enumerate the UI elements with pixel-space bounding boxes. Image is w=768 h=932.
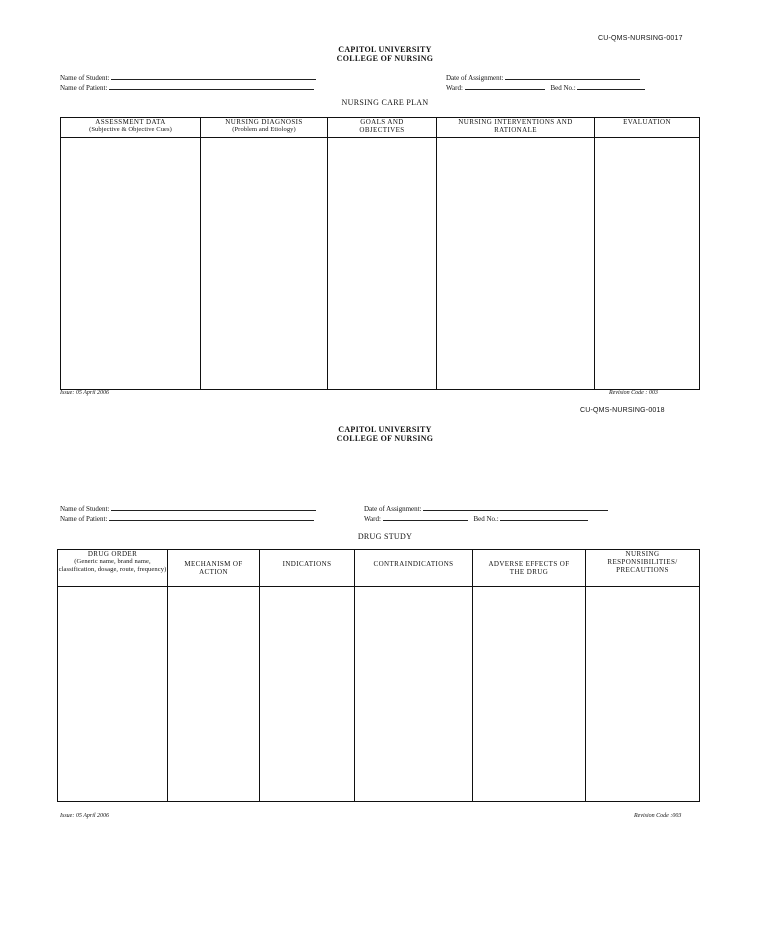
- ward-input-line-2[interactable]: [383, 513, 468, 521]
- date-input-line-2[interactable]: [423, 503, 608, 511]
- col-evaluation: EVALUATION: [595, 118, 700, 138]
- care-plan-table: [60, 117, 700, 390]
- issue-date: Issue: 05 April 2006: [60, 390, 110, 396]
- student-field-2: [60, 503, 316, 513]
- col-indications: INDICATIONS: [260, 550, 355, 587]
- cell-drug-order[interactable]: [58, 587, 168, 802]
- table-row: [58, 587, 700, 802]
- issue-date-2: Issue: 05 April 2006: [60, 813, 110, 819]
- col-adverse-effects: ADVERSE EFFECTS OF THE DRUG: [473, 550, 586, 587]
- student-label-2: Name of Student:: [60, 505, 110, 513]
- cell-mechanism[interactable]: [168, 587, 260, 802]
- ward-input-line[interactable]: [465, 82, 545, 90]
- date-field-2: [364, 503, 608, 513]
- college-name-2: COLLEGE OF NURSING: [336, 434, 434, 443]
- revision-code-2: Revision Code :003: [634, 813, 682, 819]
- form-code: CU-QMS-NURSING-0017: [598, 35, 683, 42]
- ward-bed-field: [446, 82, 645, 92]
- patient-label: Name of Patient:: [60, 84, 108, 92]
- cell-diagnosis[interactable]: [201, 138, 328, 390]
- student-field: [60, 72, 316, 82]
- col-nursing-diagnosis: NURSING DIAGNOSIS (Problem and Etiology): [201, 118, 328, 138]
- college-name: COLLEGE OF NURSING: [336, 54, 434, 63]
- patient-field-2: [60, 513, 314, 523]
- student-input-line[interactable]: [111, 72, 316, 80]
- form-title: NURSING CARE PLAN: [341, 98, 429, 107]
- table-row: [61, 138, 700, 390]
- table-header-row-2: [58, 550, 700, 587]
- drug-study-table: [57, 549, 700, 802]
- cell-interventions[interactable]: [437, 138, 595, 390]
- col-drug-order: DRUG ORDER (Generic name, brand name, classification, dosage, route, frequency): [58, 550, 168, 587]
- bed-label-2: Bed No.:: [473, 515, 499, 523]
- form-code-2: CU-QMS-NURSING-0018: [580, 407, 665, 414]
- bed-input-line-2[interactable]: [500, 513, 588, 521]
- ward-label: Ward:: [446, 84, 463, 92]
- date-label-2: Date of Assignment:: [364, 505, 422, 513]
- university-name: CAPITOL UNIVERSITY: [338, 45, 432, 54]
- cell-assessment[interactable]: [61, 138, 201, 390]
- date-label: Date of Assignment:: [446, 74, 504, 82]
- col-mechanism-of-action: MECHANISM OF ACTION: [168, 550, 260, 587]
- bed-input-line[interactable]: [577, 82, 645, 90]
- col-nursing-responsibilities: NURSING RESPONSIBILITIES/ PRECAUTIONS: [586, 550, 700, 587]
- patient-label-2: Name of Patient:: [60, 515, 108, 523]
- col-goals-objectives: GOALS AND OBJECTIVES: [328, 118, 437, 138]
- student-input-line-2[interactable]: [111, 503, 316, 511]
- patient-input-line-2[interactable]: [109, 513, 314, 521]
- page-header: [285, 45, 485, 63]
- col-assessment-data: ASSESSMENT DATA (Subjective & Objective Cues): [61, 118, 201, 138]
- page-header-2: [285, 425, 485, 443]
- cell-adverse-effects[interactable]: [473, 587, 586, 802]
- form-title-2: DRUG STUDY: [357, 532, 413, 541]
- revision-code: Revision Code : 003: [609, 390, 658, 396]
- bed-label: Bed No.:: [550, 84, 576, 92]
- cell-indications[interactable]: [260, 587, 355, 802]
- col-interventions-rationale: NURSING INTERVENTIONS AND RATIONALE: [437, 118, 595, 138]
- cell-contraindications[interactable]: [355, 587, 473, 802]
- patient-input-line[interactable]: [109, 82, 314, 90]
- cell-responsibilities[interactable]: [586, 587, 700, 802]
- cell-evaluation[interactable]: [595, 138, 700, 390]
- date-field: [446, 72, 640, 82]
- student-label: Name of Student:: [60, 74, 110, 82]
- col-contraindications: CONTRAINDICATIONS: [355, 550, 473, 587]
- date-input-line[interactable]: [505, 72, 640, 80]
- patient-field: [60, 82, 314, 92]
- ward-label-2: Ward:: [364, 515, 381, 523]
- cell-goals[interactable]: [328, 138, 437, 390]
- university-name-2: CAPITOL UNIVERSITY: [338, 425, 432, 434]
- table-header-row: [61, 118, 700, 138]
- ward-bed-field-2: [364, 513, 588, 523]
